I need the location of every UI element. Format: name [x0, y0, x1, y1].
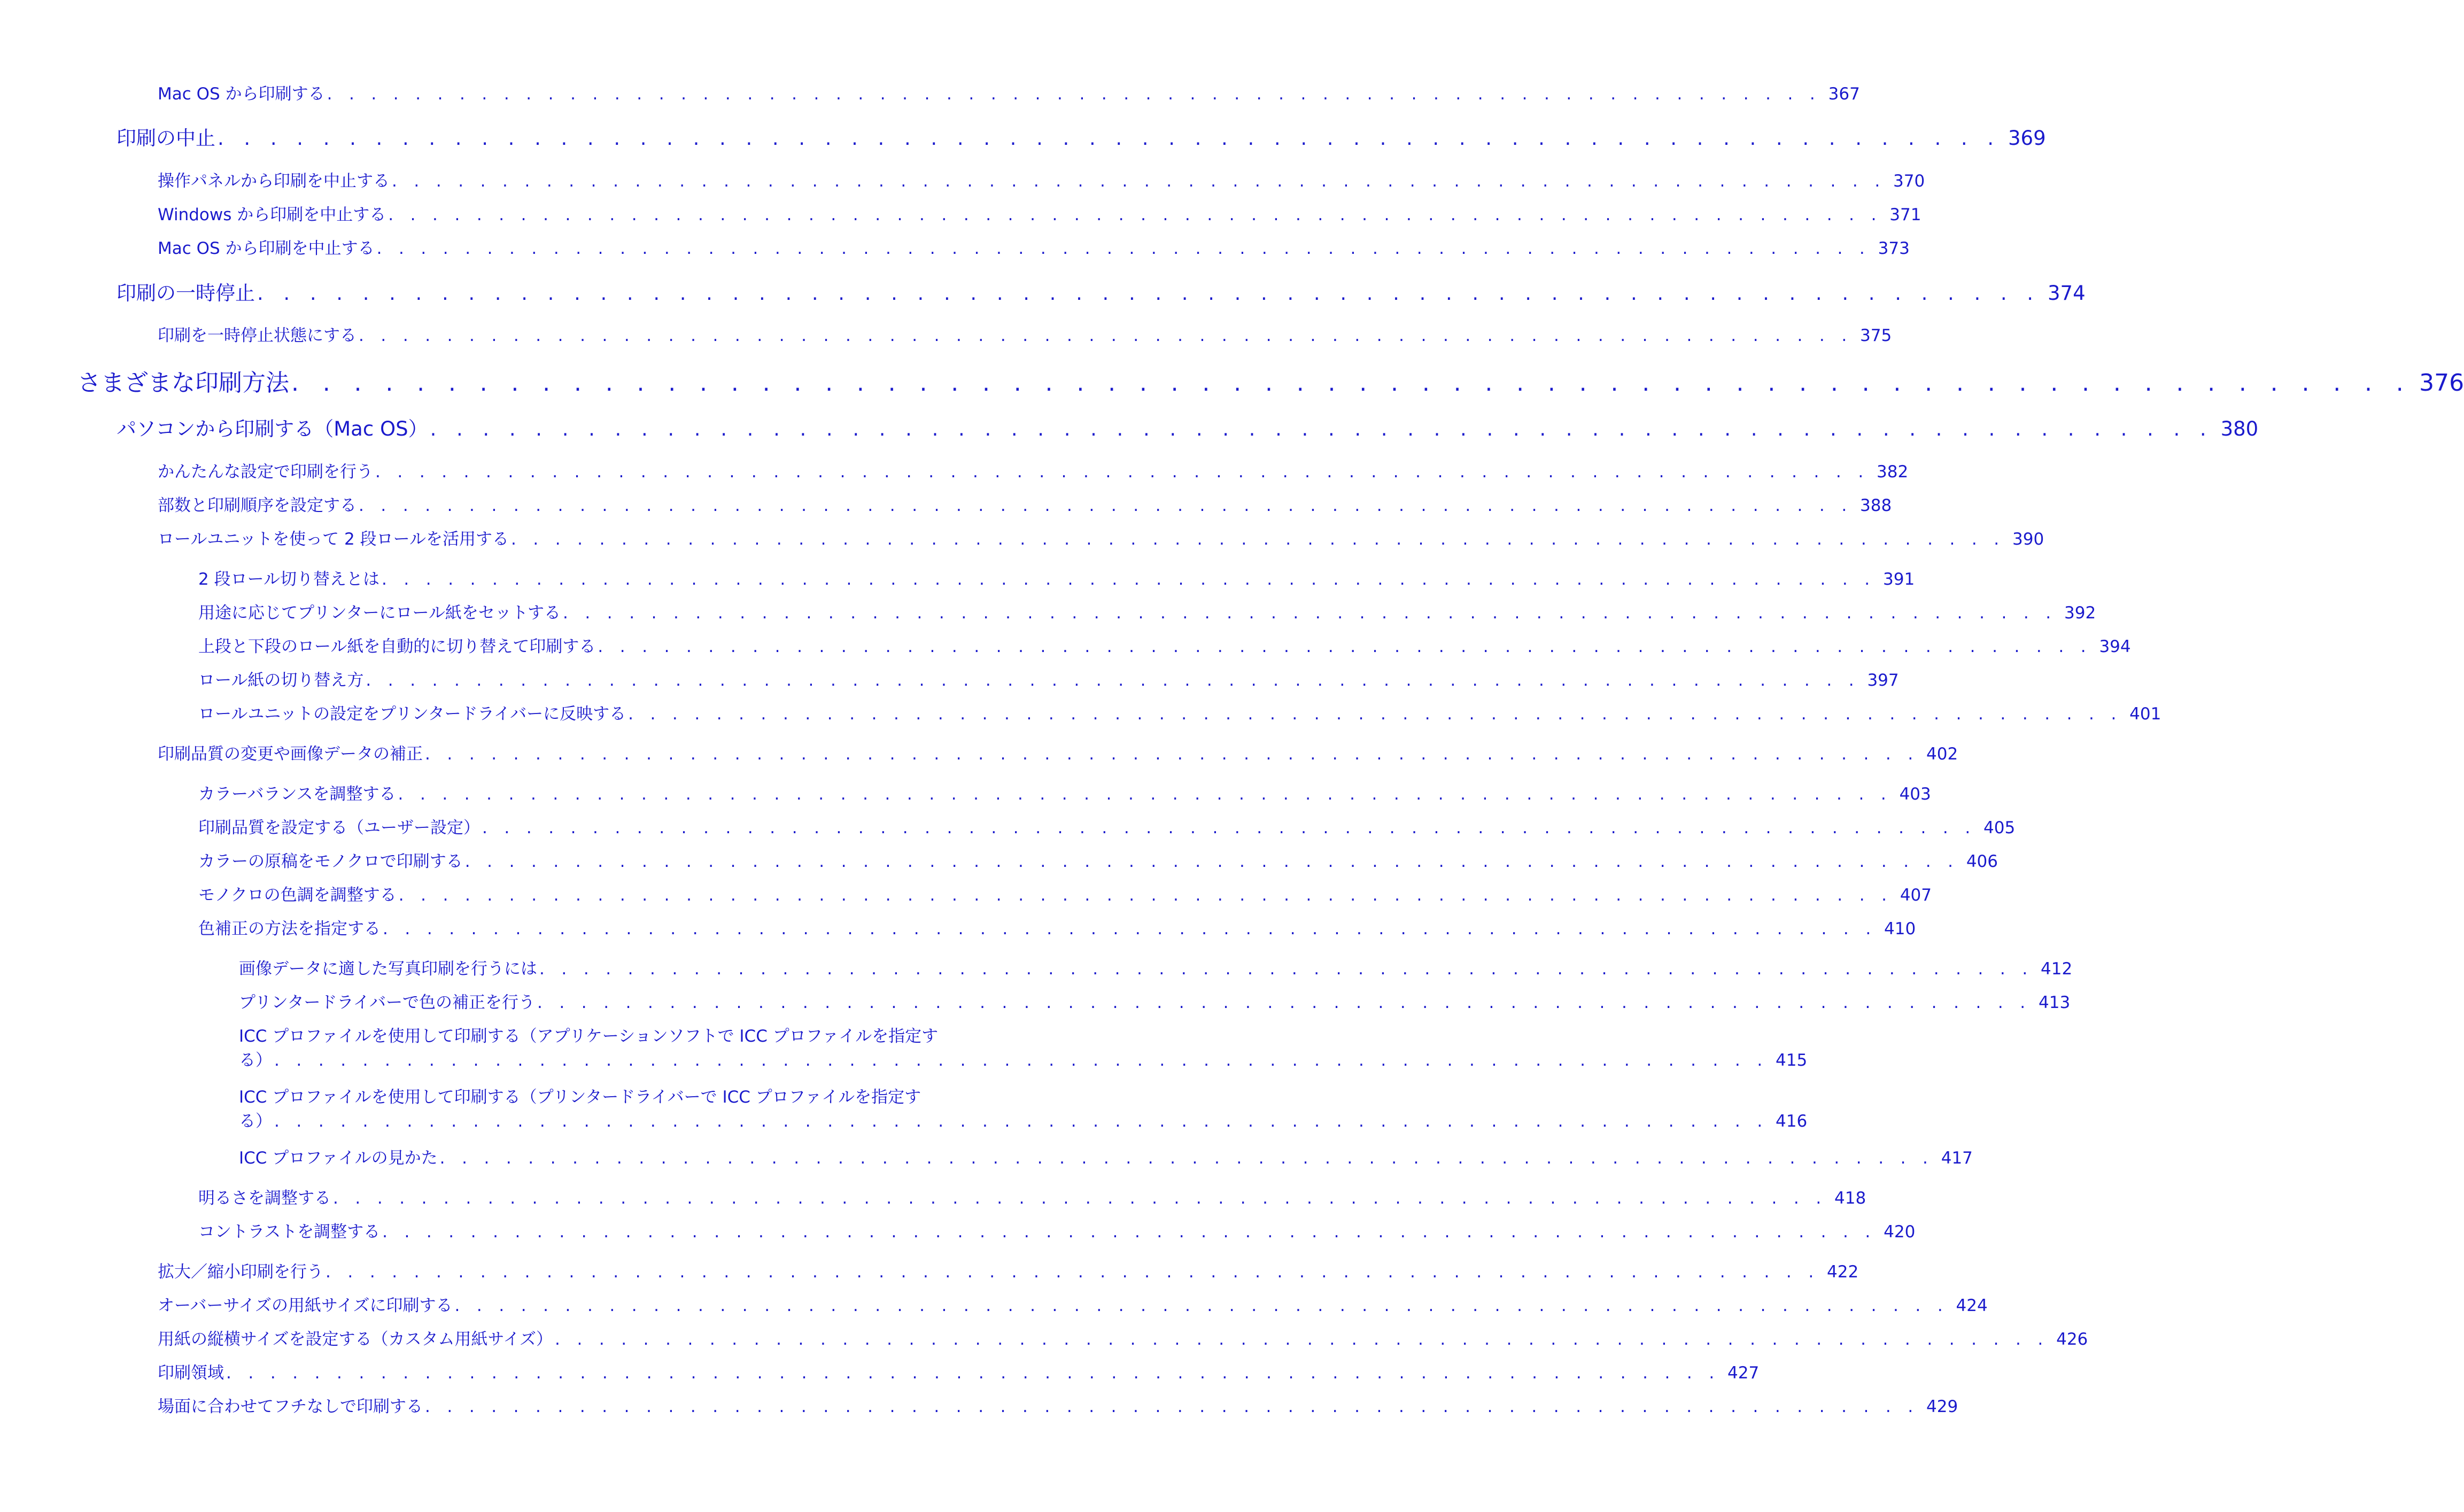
dot-leader: . . . . . . . . . . . . . . . . . . . . . . . . . . . . . . . . . . . . . . . . . . . . . . . . . . . . . . . . . . . . . . . . . . . .	[327, 84, 1821, 104]
toc-page-number: 375	[1860, 326, 1892, 345]
toc-page-number: 401	[2129, 704, 2161, 724]
toc-page-number: 427	[1727, 1363, 1760, 1383]
toc-entry-title: Mac OS から印刷する	[158, 84, 325, 104]
toc-page-number: 397	[1867, 671, 1899, 690]
toc-entry[interactable]	[158, 740, 1958, 764]
toc-entry[interactable]	[198, 814, 2016, 838]
toc-entry[interactable]	[198, 915, 1916, 939]
toc-entry-title: カラーの原稿をモノクロで印刷する	[198, 852, 463, 871]
toc-page-number: 394	[2099, 637, 2131, 656]
toc-entry-title: モノクロの色調を調整する	[198, 886, 397, 905]
dot-leader: . . . . . . . . . . . . . . . . . . . . . . . . . . . . . . . . . . . . . . . . . . . . . . . . . . . . . . . . . . . . . . . . . . . .	[464, 852, 1959, 871]
toc-page-number: 376	[2419, 369, 2464, 397]
toc-page-number: 374	[2048, 282, 2086, 305]
dot-leader: . . . . . . . . . . . . . . . . . . . . . . . . . . . . . . . . . . . . . . . . . . . . . . . . . . . . . . . . . . . . . . . . . . . .	[381, 570, 1876, 589]
dot-leader: . . . . . . . . . . . . . . . . . . . . . . . . . . . . . . . . . . . . . . . . . . . . . . . . . . . . . . . . . . . . . . . . . . . .	[291, 369, 2412, 397]
dot-leader: . . . . . . . . . . . . . . . . . . . . . . . . . . . . . . . . . . . . . . . . . . . . . . . . . . . . . . . . . . . . . . . . . . . .	[382, 1222, 1877, 1242]
toc-entry-title: ロールユニットを使って 2 段ロールを活用する	[158, 530, 509, 549]
toc-page-number: 369	[2008, 127, 2046, 150]
toc-entry-title: 上段と下段のロール紙を自動的に切り替えて印刷する	[198, 637, 596, 656]
toc-page-number: 390	[2012, 530, 2044, 549]
toc-page-number: 405	[1983, 818, 2016, 838]
toc-page-number: 367	[1828, 84, 1860, 104]
toc-entry-title: ICC プロファイルを使用して印刷する（プリンタードライバーで ICC プロファイルを指定す	[239, 1088, 921, 1107]
toc-entry-title: 印刷品質を設定する（ユーザー設定）	[198, 818, 480, 838]
toc-entry-title: 印刷を一時停止状態にする	[158, 326, 357, 345]
toc-entry[interactable]	[117, 277, 2086, 306]
toc-page-number: 388	[1860, 496, 1892, 515]
dot-leader: . . . . . . . . . . . . . . . . . . . . . . . . . . . . . . . . . . . . . . . . . . . . . . . . . . . . . . . . . . . . . . . . . . . .	[628, 704, 2122, 724]
toc-entry[interactable]	[239, 955, 2073, 979]
toc-page-number: 417	[1941, 1149, 1973, 1168]
toc-page-number: 422	[1827, 1262, 1859, 1282]
toc-entry-title: 印刷の一時停止	[117, 282, 255, 305]
toc-entry-title: プリンタードライバーで色の補正を行う	[239, 993, 535, 1012]
toc-entry-title: 印刷領域	[158, 1363, 224, 1383]
toc-entry[interactable]	[158, 167, 1925, 191]
toc-entry[interactable]	[117, 122, 2046, 151]
toc-entry[interactable]	[198, 848, 1998, 872]
toc-entry-title: 色補正の方法を指定する	[198, 919, 381, 939]
toc-page-number: 410	[1884, 919, 1916, 939]
toc-entry-title: ICC プロファイルの見かた	[239, 1149, 438, 1168]
toc-page-number: 370	[1893, 172, 1925, 191]
dot-leader: . . . . . . . . . . . . . . . . . . . . . . . . . . . . . . . . . . . . . . . . . . . . . . . . . . . . . . . . . . . . . . . . . . . .	[383, 919, 1877, 939]
toc-entry[interactable]	[158, 525, 2044, 549]
toc-page-number: 420	[1884, 1222, 1916, 1242]
toc-entry-title: ICC プロファイルを使用して印刷する（アプリケーションソフトで ICC プロファイルを指定す	[239, 1027, 939, 1046]
toc-entry-title: 用途に応じてプリンターにロール紙をセットする	[198, 603, 561, 623]
dot-leader: . . . . . . . . . . . . . . . . . . . . . . . . . . . . . . . . . . . . . . . . . . . . . . . . . . . . . . . . . . . . . . . . . . . .	[425, 1397, 1919, 1416]
dot-leader: . . . . . . . . . . . . . . . . . . . . . . . . . . . . . . . . . . . . . . . . . . . . . . . . . . . . . . . . . . . . . . . . . . . .	[376, 239, 1871, 258]
toc-page-number: 402	[1926, 745, 1958, 764]
toc-entry[interactable]	[158, 201, 1921, 225]
toc-entry[interactable]	[158, 80, 1860, 104]
toc-page-number: 407	[1900, 886, 1932, 905]
toc-entry[interactable]	[158, 1325, 2088, 1350]
dot-leader: . . . . . . . . . . . . . . . . . . . . . . . . . . . . . . . . . . . . . . . . . . . . . . . . . . . . . . . . . . . . . . . . . . . .	[398, 785, 1892, 804]
toc-entry-title: コントラストを調整する	[198, 1222, 381, 1242]
toc-entry-title: さまざまな印刷方法	[78, 369, 289, 397]
dot-leader: . . . . . . . . . . . . . . . . . . . . . . . . . . . . . . . . . . . . . . . . . . . . . . . . . . . . . . . . . . . . . . . . . . . .	[359, 326, 1853, 345]
toc-entry[interactable]	[198, 599, 2096, 623]
toc-entry-title: 画像データに適した写真印刷を行うには	[239, 959, 537, 979]
toc-entry-title: ロール紙の切り替え方	[198, 671, 364, 690]
dot-leader: . . . . . . . . . . . . . . . . . . . . . . . . . . . . . . . . . . . . . . . . . . . . . . . . . . . . . . . . . . . . . . . . . . . .	[274, 1112, 1769, 1131]
toc-entry-title: 印刷品質の変更や画像データの補正	[158, 745, 423, 764]
toc-page-number: 391	[1883, 570, 1915, 589]
toc-page-number: 416	[1776, 1112, 1808, 1131]
toc-entry-title: Windows から印刷を中止する	[158, 205, 386, 224]
toc-page-number: 380	[2220, 417, 2259, 440]
toc-page-number: 415	[1776, 1051, 1808, 1070]
toc-page-number: 392	[2064, 603, 2096, 623]
dot-leader: . . . . . . . . . . . . . . . . . . . . . . . . . . . . . . . . . . . . . . . . . . . . . . . . . . . . . . . . . . . . . . . . . . . .	[226, 1363, 1721, 1383]
dot-leader: . . . . . . . . . . . . . . . . . . . . . . . . . . . . . . . . . . . . . . . . . . . . . . . . . . . . . . . . . . . . . . . . . . . .	[537, 993, 2032, 1012]
dot-leader: . . . . . . . . . . . . . . . . . . . . . . . . . . . . . . . . . . . . . . . . . . . . . . . . . . . . . . . . . . . . . . . . . . . .	[326, 1262, 1820, 1282]
toc-entry-title: 明るさを調整する	[198, 1189, 331, 1208]
toc-entry[interactable]	[239, 1144, 1973, 1168]
toc-entry[interactable]	[239, 1083, 1808, 1131]
toc-entry-title: 用紙の縦横サイズを設定する（カスタム用紙サイズ）	[158, 1330, 553, 1349]
toc-entry-title: Mac OS から印刷を中止する	[158, 239, 375, 258]
toc-entry[interactable]	[117, 413, 2259, 441]
toc-entry[interactable]	[198, 666, 1899, 691]
toc-entry-title: 拡大／縮小印刷を行う	[158, 1262, 323, 1282]
dot-leader: . . . . . . . . . . . . . . . . . . . . . . . . . . . . . . . . . . . . . . . . . . . . . . . . . . . . . . . . . . . . . . . . . . . .	[392, 172, 1886, 191]
dot-leader: . . . . . . . . . . . . . . . . . . . . . . . . . . . . . . . . . . . . . . . . . . . . . . . . . . . . . . . . . . . . . . . . . . . .	[555, 1330, 2049, 1349]
dot-leader: . . . . . . . . . . . . . . . . . . . . . . . . . . . . . . . . . . . . . . . . . . . . . . . . . . . . . . . . . . . . . . . . . . . .	[359, 496, 1853, 515]
dot-leader: . . . . . . . . . . . . . . . . . . . . . . . . . . . . . . . . . . . . . . . . . . . . . . . . . . . . . . . . . . . . . . . . . . . .	[439, 1149, 1934, 1168]
toc-page-number: 406	[1966, 852, 1998, 871]
toc-entry-title-continuation: る）	[239, 1112, 272, 1131]
dot-leader: . . . . . . . . . . . . . . . . . . . . . . . . . . . . . . . . . . . . . . . . . . . . . . . . . . . . . . . . . . . . . . . . . . . .	[598, 637, 2092, 656]
toc-entry-title: 部数と印刷順序を設定する	[158, 496, 357, 515]
dot-leader: . . . . . . . . . . . . . . . . . . . . . . . . . . . . . . . . . . . . . . . . . . . . . . . . . . . . . . . . . . . . . . . . . . . .	[257, 282, 2041, 305]
toc-entry[interactable]	[158, 492, 1892, 516]
toc-entry[interactable]	[78, 363, 2464, 398]
toc-entry[interactable]	[198, 1184, 1866, 1208]
dot-leader: . . . . . . . . . . . . . . . . . . . . . . . . . . . . . . . . . . . . . . . . . . . . . . . . . . . . . . . . . . . . . . . . . . . .	[539, 959, 2034, 979]
toc-entry[interactable]	[158, 1292, 1988, 1316]
toc-entry-title: かんたんな設定で印刷を行う	[158, 462, 373, 482]
toc-page-number: 382	[1877, 462, 1909, 482]
toc-entry[interactable]	[198, 1218, 1916, 1242]
toc-entry[interactable]	[158, 1258, 1859, 1282]
toc-entry[interactable]	[198, 780, 1931, 804]
toc-page-number: 413	[2039, 993, 2071, 1012]
dot-leader: . . . . . . . . . . . . . . . . . . . . . . . . . . . . . . . . . . . . . . . . . . . . . . . . . . . . . . . . . . . . . . . . . . . .	[425, 745, 1919, 764]
toc-entry[interactable]	[158, 458, 1909, 482]
dot-leader: . . . . . . . . . . . . . . . . . . . . . . . . . . . . . . . . . . . . . . . . . . . . . . . . . . . . . . . . . . . . . . . . . . . .	[375, 462, 1870, 482]
dot-leader: . . . . . . . . . . . . . . . . . . . . . . . . . . . . . . . . . . . . . . . . . . . . . . . . . . . . . . . . . . . . . . . . . . . .	[398, 886, 1893, 905]
toc-entry[interactable]	[198, 881, 1932, 905]
toc-page-number: 371	[1889, 205, 1921, 224]
dot-leader: . . . . . . . . . . . . . . . . . . . . . . . . . . . . . . . . . . . . . . . . . . . . . . . . . . . . . . . . . . . . . . . . . . . .	[454, 1296, 1949, 1315]
toc-entry[interactable]	[158, 322, 1892, 346]
toc-entry[interactable]	[239, 1022, 1808, 1071]
toc-page-number: 424	[1956, 1296, 1988, 1315]
dot-leader: . . . . . . . . . . . . . . . . . . . . . . . . . . . . . . . . . . . . . . . . . . . . . . . . . . . . . . . . . . . . . . . . . . . .	[388, 205, 1882, 224]
toc-page-number: 412	[2041, 959, 2073, 979]
toc-entry[interactable]	[158, 1359, 1760, 1383]
dot-leader: . . . . . . . . . . . . . . . . . . . . . . . . . . . . . . . . . . . . . . . . . . . . . . . . . . . . . . . . . . . . . . . . . . . .	[366, 671, 1860, 690]
toc-entry[interactable]	[198, 633, 2131, 657]
toc-entry-title: 場面に合わせてフチなしで印刷する	[158, 1397, 423, 1416]
toc-page-number: 373	[1878, 239, 1910, 258]
dot-leader: . . . . . . . . . . . . . . . . . . . . . . . . . . . . . . . . . . . . . . . . . . . . . . . . . . . . . . . . . . . . . . . . . . . .	[482, 818, 1977, 838]
toc-entry[interactable]	[239, 989, 2071, 1013]
toc-entry[interactable]	[198, 700, 2161, 724]
dot-leader: . . . . . . . . . . . . . . . . . . . . . . . . . . . . . . . . . . . . . . . . . . . . . . . . . . . . . . . . . . . . . . . . . . . .	[218, 127, 2001, 150]
dot-leader: . . . . . . . . . . . . . . . . . . . . . . . . . . . . . . . . . . . . . . . . . . . . . . . . . . . . . . . . . . . . . . . . . . . .	[562, 603, 2057, 623]
toc-entry[interactable]	[158, 1393, 1958, 1417]
toc-entry-title: カラーバランスを調整する	[198, 785, 396, 804]
toc-entry-title: パソコンから印刷する（Mac OS）	[117, 417, 428, 440]
toc-entry-title: 操作パネルから印刷を中止する	[158, 172, 390, 191]
toc-page-number: 426	[2056, 1330, 2088, 1349]
toc-entry-title: 2 段ロール切り替えとは	[198, 570, 379, 589]
toc-page-number: 403	[1899, 785, 1931, 804]
toc-page-number: 418	[1834, 1189, 1866, 1208]
dot-leader: . . . . . . . . . . . . . . . . . . . . . . . . . . . . . . . . . . . . . . . . . . . . . . . . . . . . . . . . . . . . . . . . . . . .	[510, 530, 2005, 549]
toc-page-number: 429	[1926, 1397, 1958, 1416]
toc-entry-title: 印刷の中止	[117, 127, 215, 150]
toc-entry-title-continuation: る）	[239, 1051, 272, 1070]
toc-entry-title: オーバーサイズの用紙サイズに印刷する	[158, 1296, 453, 1315]
toc-entry[interactable]	[198, 565, 1915, 590]
toc-entry[interactable]	[158, 235, 1910, 259]
dot-leader: . . . . . . . . . . . . . . . . . . . . . . . . . . . . . . . . . . . . . . . . . . . . . . . . . . . . . . . . . . . . . . . . . . . .	[430, 417, 2213, 440]
toc-entry-title: ロールユニットの設定をプリンタードライバーに反映する	[198, 704, 626, 724]
dot-leader: . . . . . . . . . . . . . . . . . . . . . . . . . . . . . . . . . . . . . . . . . . . . . . . . . . . . . . . . . . . . . . . . . . . .	[333, 1189, 1827, 1208]
dot-leader: . . . . . . . . . . . . . . . . . . . . . . . . . . . . . . . . . . . . . . . . . . . . . . . . . . . . . . . . . . . . . . . . . . . .	[274, 1051, 1769, 1070]
